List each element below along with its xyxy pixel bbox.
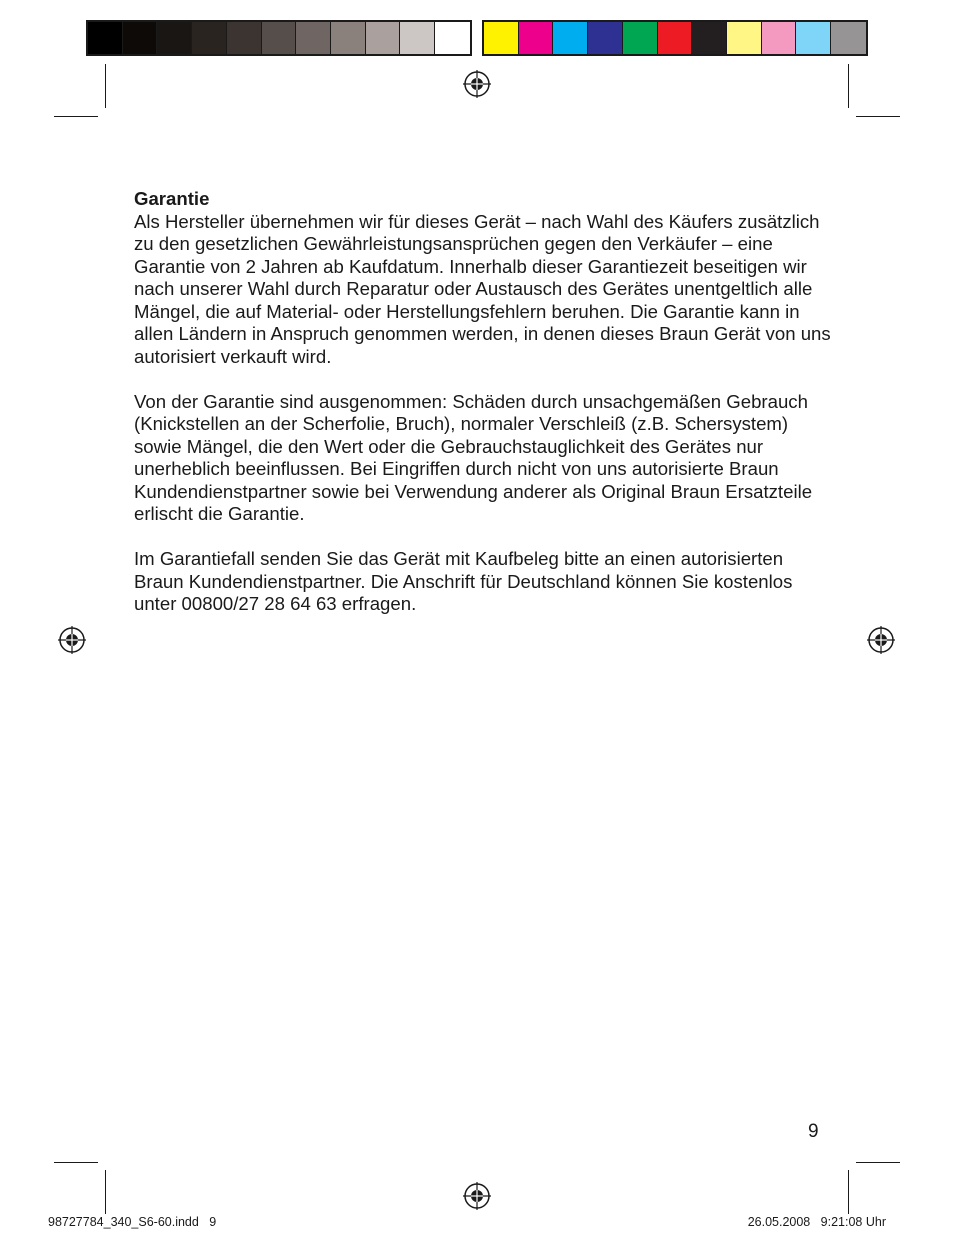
page-number: 9 (808, 1121, 819, 1142)
color-swatch (123, 22, 158, 54)
color-swatch (88, 22, 123, 54)
paragraph: Von der Garantie sind ausgenommen: Schäden durch unsachgemäßen Gebrauch (Knickstellen an der Scherfolie, Bruch), normaler Verschleiß (z.B. Schersystem) sowie Mängel, die den Wert oder die Gebrauchstauglichkeit des Gerätes nur unerheblich beeinflussen. Bei Eingriffen durch nicht von uns autorisierte Braun Kundendienstpartner sowie bei Verwendung anderer als Original Braun Ersatzteile erlischt die Garantie. (134, 390, 813, 524)
color-swatch (692, 22, 727, 54)
color-swatch (400, 22, 435, 54)
warranty-section (134, 188, 834, 638)
crop-mark-bottom-right-horizontal (856, 1162, 900, 1163)
registration-mark-icon (463, 1182, 491, 1210)
section-heading: Garantie (134, 188, 210, 209)
color-swatch (331, 22, 366, 54)
crop-mark-bottom-left-vertical (105, 1170, 106, 1214)
crop-mark-bottom-left-horizontal (54, 1162, 98, 1163)
registration-mark-icon (463, 70, 491, 98)
color-swatch (484, 22, 519, 54)
color-swatch (762, 22, 797, 54)
color-swatch (296, 22, 331, 54)
color-swatch (435, 22, 470, 54)
color-swatch (192, 22, 227, 54)
crop-mark-top-left-horizontal (54, 116, 98, 117)
color-swatch (727, 22, 762, 54)
color-swatch (831, 22, 866, 54)
color-swatch (796, 22, 831, 54)
registration-mark-icon (58, 626, 86, 654)
crop-mark-top-right-horizontal (856, 116, 900, 117)
color-swatch (588, 22, 623, 54)
paragraph: Im Garantiefall senden Sie das Gerät mit Kaufbeleg bitte an einen autorisierten Braun Kundendienstpartner. Die Anschrift für Deutschland können Sie kostenlos unter 00800/27 28 64 63 erfragen. (134, 548, 793, 614)
crop-mark-top-right-vertical (848, 64, 849, 108)
crop-mark-bottom-right-vertical (848, 1170, 849, 1214)
color-swatch (262, 22, 297, 54)
crop-mark-top-left-vertical (105, 64, 106, 108)
gray-color-bar (86, 20, 472, 56)
slug-file-info: 98727784_340_S6-60.indd 9 (48, 1215, 217, 1229)
process-color-bar (482, 20, 868, 56)
paragraph: Als Hersteller übernehmen wir für dieses Gerät – nach Wahl des Käufers zusätzlich zu den gesetzlichen Gewährleistungsansprüchen gegen den Verkäufer – eine Garantie von 2 Jahren ab Kaufdatum. Innerhalb dieser Garantiezeit beseitigen wir nach unserer Wahl durch Reparatur oder Austausch des Gerätes unentgeltlich alle Mängel, die auf Material- oder Herstellungsfehlern beruhen. Die Garantie kann in allen Ländern in Anspruch genommen werden, in denen dieses Braun Gerät von uns autorisiert verkauft wird. (134, 210, 831, 367)
color-swatch (623, 22, 658, 54)
color-swatch (658, 22, 693, 54)
color-swatch (553, 22, 588, 54)
slug-timestamp: 26.05.2008 9:21:08 Uhr (747, 1215, 886, 1229)
color-swatch (227, 22, 262, 54)
color-swatch (519, 22, 554, 54)
color-swatch (366, 22, 401, 54)
registration-mark-icon (867, 626, 895, 654)
color-swatch (157, 22, 192, 54)
